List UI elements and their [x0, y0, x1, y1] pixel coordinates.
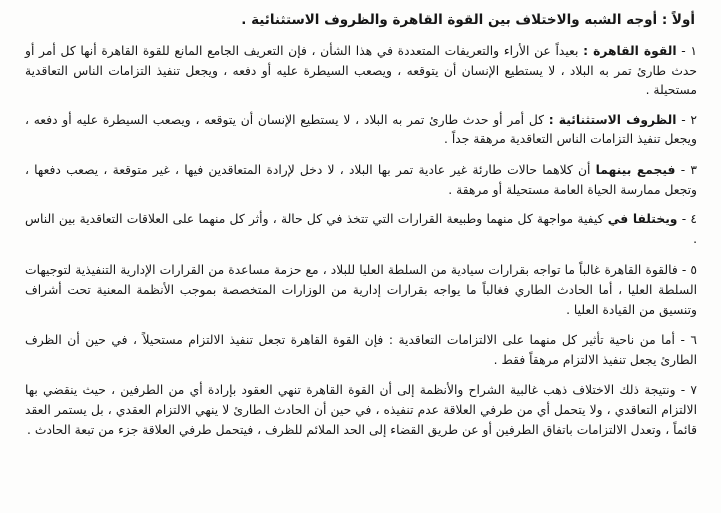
- paragraph-consequence: [25, 381, 697, 440]
- paragraph-text: أما من ناحية تأثير كل منهما على الالتزامات التعاقدية : فإن القوة القاهرة تجعل تنفيذ الالتزام مستحيلاً ، في حين أن الظرف الطارئ يجعل تنفيذ الالتزام مرهقاً فقط .: [25, 333, 697, 367]
- paragraph-heading: فيجمع بينهما: [595, 162, 676, 177]
- paragraph-text: ونتيجة ذلك الاختلاف ذهب غالبية الشراح والأنظمة إلى أن القوة القاهرة تنهي العقود بإرادة أي من الطرفين ، حيث ينقضي بها الالتزام التعاقدي ، ولا يتحمل أي من طرفي العلاقة عدم تنفيذه ، في حين أن الحادث الطارئ لا ينهي الالتزام العقدي ، بل يستمر العقد قائماً ، وتعدل الالتزامات باتفاق الطرفين أو عن طريق القضاء إلى الحد الملائم للظرف ، فيتحمل طرفي العلاقة جزء من تبعة الحادث .: [25, 383, 697, 437]
- paragraph-heading: ويختلفا في: [607, 212, 678, 227]
- paragraph-text: فالقوة القاهرة غالباً ما تواجه بقرارات سيادية من السلطة العليا للبلاد ، مع حزمة مساعدة من القرارات الإدارية التنفيذية لتوجيهات السلطة العليا ، أما الحادث الطاري فغالباً ما يواجه بقرارات إدارية من الوزارات المتخصصة بموجب الأنظمة المعنية تحت أشراف وتنسيق من القيادة العليا .: [25, 263, 697, 317]
- paragraph-heading: الظروف الاستثنائية :: [548, 112, 677, 127]
- paragraph-number: ٧ -: [680, 383, 697, 398]
- paragraph-number: ١ -: [681, 44, 697, 58]
- paragraph-exceptional-circumstances: [25, 111, 697, 150]
- paragraph-text: بعيداً عن الأراء والتعريفات المتعددة في هذا الشأن ، فإن التعريف الجامع المانع للقوة القاهرة أنها كل أمر أو حدث طارئ تمر به البلاد ، لا يستطيع الإنسان أن يتوقعه ، ويصعب السيطرة عليه أو دفعه ، ويجعل تنفيذ التزامات الناس التعاقدية مستحيلة .: [25, 44, 697, 98]
- paragraph-force-majeure: [25, 42, 697, 101]
- paragraph-number: ٣ -: [680, 162, 697, 177]
- paragraph-number: ٤ -: [681, 212, 697, 227]
- paragraph-contract-effect: [25, 331, 697, 370]
- document-body: [25, 42, 697, 440]
- paragraph-similarities: [25, 161, 697, 200]
- paragraph-differences: [25, 210, 697, 249]
- paragraph-number: ٥ -: [681, 263, 697, 278]
- paragraph-text: كل أمر أو حدث طارئ تمر به البلاد ، لا يستطيع الإنسان أن يتوقعه ، ويصعب السيطرة عليه أو دفعه ، ويجعل تنفيذ التزامات الناس التعاقدية مرهقة جداً .: [25, 112, 697, 147]
- paragraph-text: كيفية مواجهة كل منهما وطبيعة القرارات التي تتخذ في كل حالة ، وأثر كل منهما على العلاقات التعاقدية بين الناس .: [25, 212, 697, 246]
- paragraph-number: ٢ -: [681, 112, 697, 127]
- paragraph-number: ٦ -: [680, 333, 697, 348]
- document-title: أولاً : أوجه الشبه والاختلاف بين القوة القاهرة والظروف الاستثنائية .: [241, 12, 695, 28]
- paragraph-text: أن كلاهما حالات طارئة غير عادية تمر بها البلاد ، لا دخل لإرادة المتعاقدين فيها ، غير متوقعة ، يصعب دفعها ، وتجعل ممارسة الحياة العامة مستحيلة أو مرهقة .: [25, 162, 697, 197]
- paragraph-decisions: [25, 261, 697, 320]
- paragraph-heading: القوة القاهرة :: [583, 44, 677, 58]
